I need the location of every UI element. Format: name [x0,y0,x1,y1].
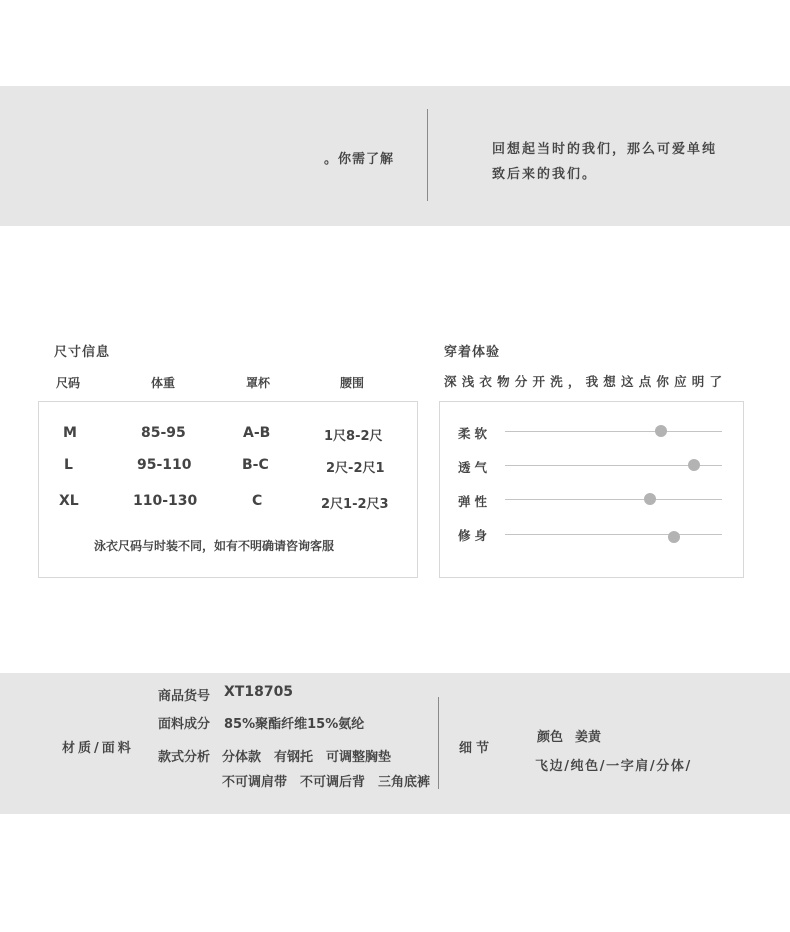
size-header-size: 尺码 [56,376,81,390]
intro-right-line2: 致后来的我们。 [492,167,598,182]
size-header-weight: 体重 [151,376,176,390]
rating-label-fit: 修身 [458,528,492,543]
size-header-cup: 罩杯 [246,376,271,390]
product-no-label: 商品货号 [158,689,211,704]
weight-cell: 85-95 [141,425,186,441]
rating-label-softness: 柔软 [458,426,492,441]
details-divider [438,697,439,789]
waist-cell: 2尺1-2尺3 [321,497,389,512]
wear-title: 穿着体验 [444,345,501,360]
fabric-value: 85%聚酯纤维15%氨纶 [224,717,365,732]
waist-cell: 2尺-2尺1 [326,461,385,476]
waist-cell: 1尺8-2尺 [324,429,383,444]
rating-track-elasticity [505,499,722,500]
material-label: 材质/面料 [62,741,134,756]
intro-left-text: 。你需了解 [324,152,395,167]
style-value-line2: 不可调肩带 不可调后背 三角底裤 [222,775,431,790]
style-value-line1: 分体款 有钢托 可调整胸垫 [222,750,392,765]
color-label: 颜色 [537,730,564,745]
rating-track-fit [505,534,722,535]
size-title: 尺寸信息 [54,345,111,360]
rating-knob-breathability [688,459,700,471]
cup-cell: C [252,493,263,509]
style-label: 款式分析 [158,750,211,765]
size-cell: M [63,425,77,441]
intro-right-line1: 回想起当时的我们，那么可爱单纯 [492,142,718,157]
size-note: 泳衣尺码与时装不同，如有不明确请咨询客服 [94,539,335,553]
intro-divider [427,109,428,201]
rating-track-softness [505,431,722,432]
features-value: 飞边/纯色/一字肩/分体/ [535,759,692,774]
product-no-value: XT18705 [224,684,294,700]
wear-subtitle: 深浅衣物分开洗，我想这点你应明了 [444,374,728,389]
rating-label-breathability: 透气 [458,460,492,475]
cup-cell: B-C [242,457,269,473]
cup-cell: A-B [243,425,271,441]
color-value: 姜黄 [575,730,602,745]
size-header-waist: 腰围 [340,376,365,390]
size-cell: XL [59,493,79,509]
detail-label: 细节 [459,741,494,756]
size-cell: L [64,457,73,473]
weight-cell: 95-110 [137,457,192,473]
weight-cell: 110-130 [133,493,198,509]
rating-label-elasticity: 弹性 [458,494,492,509]
fabric-label: 面料成分 [158,717,211,732]
